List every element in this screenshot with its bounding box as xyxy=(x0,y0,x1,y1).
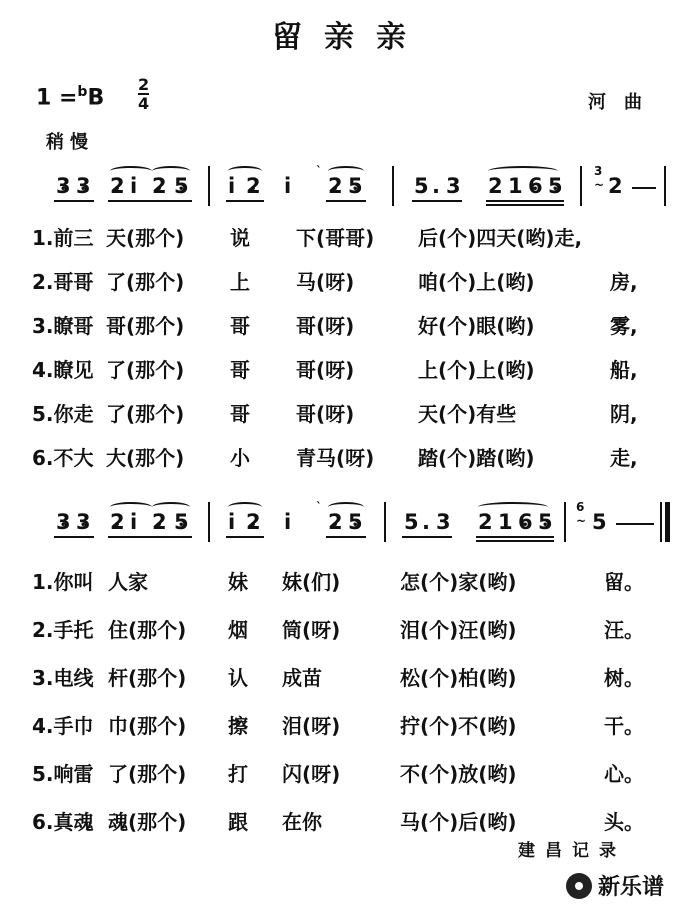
bar-line xyxy=(384,502,386,542)
bar-line xyxy=(664,166,666,206)
lyric-segment: 闪(呀) xyxy=(282,762,341,786)
note: 2 • xyxy=(328,510,343,534)
lyric-segment: 小 xyxy=(230,446,250,470)
record-icon xyxy=(566,873,592,899)
note: 3 • xyxy=(56,510,71,534)
lyric-segment: 了(那个) xyxy=(106,402,185,426)
note: 2 • xyxy=(110,174,125,198)
notation-line-2 xyxy=(48,502,670,546)
lyric-segment: 哥 xyxy=(230,314,250,338)
lyric-segment: 上 xyxy=(230,270,250,294)
beam xyxy=(226,200,264,202)
fermata-mark: 3 xyxy=(594,164,603,178)
lyric-segment: 哥(呀) xyxy=(296,358,355,382)
lyric-segment: 魂(那个) xyxy=(108,810,187,834)
fermata-mark: ~ xyxy=(594,178,605,192)
lyric-segment: 成苗 xyxy=(282,666,322,690)
beam xyxy=(326,200,366,202)
beam xyxy=(54,536,94,538)
beam xyxy=(326,536,366,538)
lyric-segment: 天(那个) xyxy=(106,226,185,250)
lyric-segment: 5.响雷 xyxy=(32,762,94,786)
lyric-segment: 树。 xyxy=(604,666,644,690)
slur xyxy=(152,166,190,176)
note: 2 • xyxy=(152,174,167,198)
beam xyxy=(476,536,554,538)
note: 2 • xyxy=(152,510,167,534)
lyric-segment: 拧(个)不(哟) xyxy=(400,714,517,738)
note: i xyxy=(284,510,292,534)
note: 5 • xyxy=(348,174,363,198)
lyric-segment: 2.哥哥 xyxy=(32,270,94,294)
lyric-segment: 泪(呀) xyxy=(282,714,341,738)
note: 3 • xyxy=(76,510,91,534)
slur xyxy=(152,502,190,512)
lyric-segment: 4.手巾 xyxy=(32,714,94,738)
lyric-segment: 说 xyxy=(230,226,250,250)
slur xyxy=(328,166,364,176)
beam xyxy=(486,200,564,202)
note: i xyxy=(284,174,292,198)
lyric-segment: 在你 xyxy=(282,810,322,834)
note: 6 • xyxy=(528,174,543,198)
lyric-line xyxy=(32,266,672,292)
grace-mark: ` xyxy=(316,500,322,514)
hold-dash xyxy=(616,523,654,525)
lyric-segment: 泪(个)汪(哟) xyxy=(400,618,517,642)
lyric-segment: 留。 xyxy=(604,570,644,594)
beam xyxy=(54,200,94,202)
lyric-segment: 住(那个) xyxy=(108,618,187,642)
slur xyxy=(228,502,262,512)
key-signature xyxy=(36,84,104,110)
note: 5 xyxy=(404,510,419,534)
slur xyxy=(228,166,262,176)
note: 5 xyxy=(414,174,429,198)
lyric-segment: 4.瞭见 xyxy=(32,358,94,382)
lyric-segment: 房, xyxy=(610,270,638,294)
lyric-line xyxy=(32,354,672,380)
note: i xyxy=(228,510,236,534)
lyric-segment: 1.前三 xyxy=(32,226,94,250)
lyric-line xyxy=(32,566,672,592)
tempo-marking: 稍慢 xyxy=(46,132,94,153)
lyric-segment: 妹(们) xyxy=(282,570,341,594)
lyric-segment: 马(呀) xyxy=(296,270,355,294)
lyric-segment: 哥(呀) xyxy=(296,314,355,338)
note: 2 • xyxy=(110,510,125,534)
slur xyxy=(110,166,152,176)
lyric-line xyxy=(32,758,672,784)
lyric-segment: 了(那个) xyxy=(106,270,185,294)
lyric-line xyxy=(32,614,672,640)
transcription-credit: 建昌记录 xyxy=(518,841,626,861)
key-prefix: 1 = xyxy=(36,85,78,111)
hold-dash xyxy=(632,187,656,189)
lyric-segment: 汪。 xyxy=(604,618,644,642)
beam xyxy=(476,540,554,542)
bar-line xyxy=(208,502,210,542)
lyric-segment: 擦 xyxy=(228,714,248,738)
lyric-segment: 哥 xyxy=(230,358,250,382)
bar-line xyxy=(580,166,582,206)
lyric-segment: 马(个)后(哟) xyxy=(400,810,517,834)
slur xyxy=(488,166,558,176)
bar-line xyxy=(660,502,662,542)
final-bar-line xyxy=(665,502,670,542)
fermata-mark: 6 xyxy=(576,500,585,514)
lyric-line xyxy=(32,310,672,336)
lyric-segment: 松(个)柏(哟) xyxy=(400,666,517,690)
lyric-segment: 5.你走 xyxy=(32,402,94,426)
note: 1 xyxy=(508,174,523,198)
slur xyxy=(110,502,152,512)
lyric-segment: 怎(个)家(哟) xyxy=(400,570,517,594)
lyric-segment: 踏(个)踏(哟) xyxy=(418,446,535,470)
logo-text: 新乐谱 xyxy=(598,875,665,900)
note: i xyxy=(228,174,236,198)
lyric-segment: 不(个)放(哟) xyxy=(400,762,517,786)
lyric-segment: 心。 xyxy=(604,762,644,786)
lyric-segment: 上(个)上(哟) xyxy=(418,358,535,382)
lyric-segment: 船, xyxy=(610,358,638,382)
note: i xyxy=(130,174,138,198)
lyric-segment: 哥(呀) xyxy=(296,402,355,426)
bar-line xyxy=(564,502,566,542)
bar-line xyxy=(208,166,210,206)
lyric-segment: 下(哥哥) xyxy=(296,226,375,250)
note: 6 • xyxy=(518,510,533,534)
slur xyxy=(328,502,364,512)
beam xyxy=(108,536,192,538)
lyric-segment: 好(个)眼(哟) xyxy=(418,314,535,338)
lyric-line xyxy=(32,806,672,832)
grace-mark: ` xyxy=(316,164,322,178)
note: 3 • xyxy=(56,174,71,198)
note: 5 • xyxy=(174,510,189,534)
lyric-segment: 筒(呀) xyxy=(282,618,341,642)
note: 2 xyxy=(478,510,493,534)
note: 3 xyxy=(446,174,461,198)
lyric-segment: 雾, xyxy=(610,314,638,338)
song-title: 留亲亲 xyxy=(272,20,428,55)
note: 2 • xyxy=(246,510,261,534)
lyric-segment: 大(那个) xyxy=(106,446,185,470)
lyric-segment: 天(个)有些 xyxy=(418,402,517,426)
time-signature xyxy=(138,76,149,112)
final-note: 2 xyxy=(608,174,623,198)
lyric-segment: 哥 xyxy=(230,402,250,426)
note: 3 • xyxy=(76,174,91,198)
lyric-segment: 头。 xyxy=(604,810,644,834)
final-note: 5 xyxy=(592,510,607,534)
site-logo xyxy=(566,870,664,901)
song-origin: 河曲 xyxy=(588,92,660,113)
flat-sign: b xyxy=(77,84,88,100)
lyric-segment: 巾(那个) xyxy=(108,714,187,738)
note: 1 xyxy=(498,510,513,534)
lyric-segment: 哥(那个) xyxy=(106,314,185,338)
lyric-segment: 了(那个) xyxy=(106,358,185,382)
note: 2 • xyxy=(246,174,261,198)
meter-denominator: 4 xyxy=(138,94,150,113)
lyric-segment: 跟 xyxy=(228,810,248,834)
note: 2 • xyxy=(328,174,343,198)
lyric-segment: 认 xyxy=(228,666,248,690)
note: i xyxy=(130,510,138,534)
beam xyxy=(486,204,564,206)
lyric-line xyxy=(32,710,672,736)
beam xyxy=(108,200,192,202)
note: . xyxy=(432,174,440,198)
lyric-segment: 阴, xyxy=(610,402,638,426)
lyric-segment: 6.真魂 xyxy=(32,810,94,834)
lyric-segment: 干。 xyxy=(604,714,644,738)
key-note: B xyxy=(87,85,105,111)
lyric-segment: 烟 xyxy=(228,618,248,642)
lyric-segment: 妹 xyxy=(228,570,248,594)
lyric-segment: 青马(呀) xyxy=(296,446,375,470)
notation-line-1 xyxy=(48,166,670,210)
lyric-line xyxy=(32,442,672,468)
note: 5 • xyxy=(538,510,553,534)
lyric-segment: 1.你叫 xyxy=(32,570,94,594)
slur xyxy=(478,502,548,512)
lyric-line xyxy=(32,222,672,248)
lyric-segment: 3.电线 xyxy=(32,666,94,690)
beam xyxy=(226,536,264,538)
lyric-segment: 打 xyxy=(228,762,248,786)
lyric-segment: 2.手托 xyxy=(32,618,94,642)
beam xyxy=(402,536,452,538)
lyric-segment: 咱(个)上(哟) xyxy=(418,270,535,294)
note: 5 • xyxy=(348,510,363,534)
lyric-segment: 人家 xyxy=(108,570,148,594)
note: . xyxy=(422,510,430,534)
note: 3 xyxy=(436,510,451,534)
lyric-segment: 后(个)四天(哟)走, xyxy=(418,226,583,250)
lyric-segment: 杆(那个) xyxy=(108,666,187,690)
fermata-mark: ~ xyxy=(576,514,587,528)
note: 2 xyxy=(488,174,503,198)
note: 5 • xyxy=(548,174,563,198)
meter-numerator: 2 xyxy=(138,75,150,94)
lyric-segment: 了(那个) xyxy=(108,762,187,786)
lyric-line xyxy=(32,398,672,424)
lyric-segment: 6.不大 xyxy=(32,446,94,470)
lyric-line xyxy=(32,662,672,688)
lyric-segment: 3.瞭哥 xyxy=(32,314,94,338)
lyric-segment: 走, xyxy=(610,446,638,470)
note: 5 • xyxy=(174,174,189,198)
bar-line xyxy=(392,166,394,206)
beam xyxy=(412,200,462,202)
